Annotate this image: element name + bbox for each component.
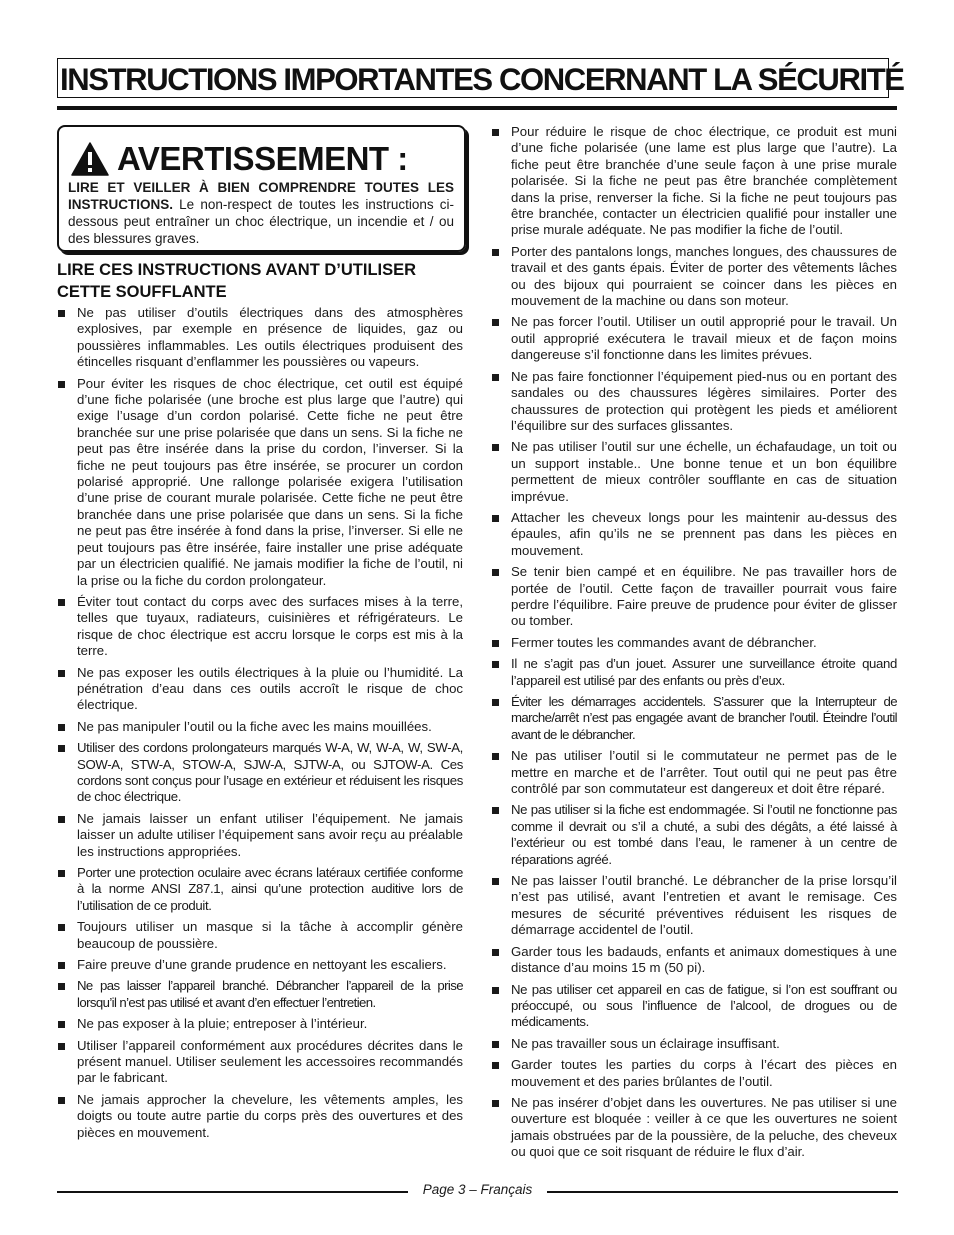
list-item: Attacher les cheveux longs pour les maintenir au-dessus des épaules, afin qu’ils ne se prennent pas dans les pièces en mouvement. <box>491 510 897 559</box>
list-item: Toujours utiliser un masque si la tâche à accomplir génère beaucoup de poussière. <box>57 919 463 952</box>
list-item: Garder tous les badauds, enfants et animaux domestiques à une distance d’au moins 15 m (50 pi). <box>491 944 897 977</box>
left-instruction-list <box>57 305 463 1146</box>
page-header <box>57 58 904 110</box>
list-item: Se tenir bien campé et en équilibre. Ne pas travailler hors de portée de l’outil. Cette façon de travailler pourrait vous faire perdre l’équilibre. Faire preuve de prudence pour éviter de glisser ou tomber. <box>491 564 897 630</box>
right-instruction-list <box>491 124 897 1166</box>
list-item: Éviter les démarrages accidentels. S’assurer que la Interrupteur de marche/arrêt n’est pas engagée avant de brancher l’outil. Éteindre l’outil avant de le débrancher. <box>491 694 897 743</box>
warning-box <box>57 125 466 252</box>
page-title: INSTRUCTIONS IMPORTANTES CONCERNANT LA SÉCURITÉ <box>60 61 904 97</box>
page-number: Page 3 – Français <box>422 1182 533 1197</box>
list-item: Pour réduire le risque de choc électrique, ce produit est muni d’une fiche polarisée (une lame est plus large que l’autre). La fiche peut être branchée d’une seule façon à une prise murale polarisée. Si la fiche ne peut pas être branchée complètement dans la prise, renverser la fiche. Si la fiche ne peut toujours pas être branchée, contacter un électricien qualifié pour installer une prise murale adéquate. Ne pas modifier la fiche de l’outil. <box>491 124 897 239</box>
section-title: LIRE CES INSTRUCTIONS AVANT D’UTILISER CETTE SOUFFLANTE <box>57 261 417 301</box>
warning-bold-text: LIRE ET VEILLER À BIEN COMPRENDRE TOUTES LES INSTRUCTIONS. <box>68 180 454 212</box>
list-item: Ne pas travailler sous un éclairage insuffisant. <box>491 1036 897 1052</box>
page-footer <box>57 1181 898 1201</box>
list-item: Pour éviter les risques de choc électrique, cet outil est équipé d’une fiche polarisée (une broche est plus large que l’autre) qui exige l’usage d’un cordon polarisé. Cette fiche ne peut être branchée sur une prise polarisée que dans un sens. Si la fiche ne peut pas être insérée dans la prise du cordon, l’inverser. Si la fiche ne peut toujours pas être insérée, se procurer un cordon polarisé approprié. Une rallonge polarisée exigera l’utilisation d’une prise de courant murale polarisée. Cette fiche ne peut être branchée dans une prise polarisée que dans un sens. Si la fiche ne peut pas être insérée à fond dans la prise, l’inverser. Si elle ne peut toujours pas être insérée, faire installer une prise adéquate par un électricien qualifié. Ne jamais modifier la fiche de l’outil, ni la prise ou la fiche du cordon prolongateur. <box>57 376 463 589</box>
list-item: Utiliser l’appareil conformément aux procédures décrites dans le présent manuel. Utiliser seulement les accessoires recommandés par le fabricant. <box>57 1038 463 1087</box>
list-item: Fermer toutes les commandes avant de débrancher. <box>491 635 897 651</box>
list-item: Ne pas utiliser cet appareil en cas de fatigue, si l’on est souffrant ou préoccupé, ou sous l’influence de l’alcool, de drogues ou de médicaments. <box>491 982 897 1031</box>
list-item: Ne pas utiliser d’outils électriques dans des atmosphères explosives, par exemple en présence de liquides, gaz ou poussières inflammables. Les outils électriques produisent des étincelles risquant d’enflammer les poussières ou vapeurs. <box>57 305 463 371</box>
list-item: Ne jamais laisser un enfant utiliser l’équipement. Ne jamais laisser un adulte utiliser l’équipement sans avoir reçu au préalable les instructions appropriées. <box>57 811 463 860</box>
list-item: Ne pas faire fonctionner l’équipement pied-nus ou en portant des sandales ou des chaussures légères similaires. Porter des chaussures de protection qui protègent les pieds et améliorent l’équilibre sur des surfaces glissantes. <box>491 369 897 435</box>
list-item: Ne pas insérer d’objet dans les ouvertures. Ne pas utiliser si une ouverture est bloquée : veiller à ce que les ouvertures ne soient jamais obstruées par de la poussière, de la peluche, des cheveux ou quoi que ce soit risquant de réduire le flux d’air. <box>491 1095 897 1161</box>
warning-title: AVERTISSEMENT : <box>117 140 408 177</box>
list-item: Ne pas utiliser l’outil si le commutateur ne permet pas de le mettre en marche et de l’arrêter. Tout outil qui ne peut pas être contrôlé par son commutateur est dangereux et doit être réparé. <box>491 748 897 797</box>
list-item: Utiliser des cordons prolongateurs marqués W-A, W, W-A, W, SW-A, SOW-A, STW-A, STOW-A, SJW-A, SJTW-A, ou SJTOW-A. Ces cordons sont conçus pour l’usage en extérieur et réduisent les risques de choc électrique. <box>57 740 463 806</box>
warning-header <box>71 139 408 179</box>
warning-body-text: Le non-respect de toutes les instructions ci-dessous peut entraîner un choc électrique, un incendie et / ou des blessures graves. <box>68 197 454 246</box>
list-item: Ne pas forcer l’outil. Utiliser un outil approprié pour le travail. Un outil approprié exécutera le travail mieux et de façon moins dangereuse s’il fonctionne dans les limites prévues. <box>491 314 897 363</box>
list-item: Faire preuve d’une grande prudence en nettoyant les escaliers. <box>57 957 463 973</box>
list-item: Ne pas exposer les outils électriques à la pluie ou l’humidité. La pénétration d’eau dans ces outils accroît le risque de choc électrique. <box>57 665 463 714</box>
list-item: Ne pas laisser l’outil branché. Le débrancher de la prise lorsqu’il n’est pas utilisé, avant l’entretien et avant le remisage. Ces mesures de sécurité préventives réduisent les risques de démarrage accidentel de l’outil. <box>491 873 897 939</box>
list-item: Ne pas exposer à la pluie; entreposer à l’intérieur. <box>57 1016 463 1032</box>
warning-text <box>68 179 454 247</box>
footer-rule-right <box>547 1191 898 1193</box>
page-title-box <box>57 58 904 98</box>
list-item: Garder toutes les parties du corps à l’écart des pièces en mouvement et des paries brûlantes de l’outil. <box>491 1057 897 1090</box>
list-item: Ne pas utiliser si la fiche est endommagée. Si l’outil ne fonctionne pas comme il devrait ou s’il a chuté, a subi des dégâts, a été laissé à l’extérieur ou est tombé dans l’eau, le ramener à un centre de réparations agréé. <box>491 802 897 868</box>
list-item: Éviter tout contact du corps avec des surfaces mises à la terre, telles que tuyaux, radiateurs, cuisinières et réfrigérateurs. Le risque de choc électrique est accru lorsque le corps est mis à la terre. <box>57 594 463 660</box>
warning-triangle-icon <box>71 142 109 176</box>
list-item: Ne pas laisser l’appareil branché. Débrancher l’appareil de la prise lorsqu’il n’est pas utilisé et avant d’en effectuer l’entretien. <box>57 978 463 1011</box>
list-item: Il ne s’agit pas d’un jouet. Assurer une surveillance étroite quand l’appareil est utilisé par des enfants ou près d’eux. <box>491 656 897 689</box>
footer-rule-left <box>57 1191 408 1193</box>
list-item: Ne pas manipuler l’outil ou la fiche avec les mains mouillées. <box>57 719 463 735</box>
list-item: Ne pas utiliser l’outil sur une échelle, un échafaudage, un toit ou un support instable.. Une bonne tenue et un bon équilibre permettent de mieux contrôler soufflante en cas de situation imprévue. <box>491 439 897 505</box>
list-item: Porter des pantalons longs, manches longues, des chaussures de travail et des gants épais. Éviter de porter des vêtements lâches ou des bijoux qui pourraient se coincer dans les pièces en mouvement de la machine ou dans son moteur. <box>491 244 897 310</box>
list-item: Porter une protection oculaire avec écrans latéraux certifiée conforme à la norme ANSI Z87.1, ainsi qu’une protection auditive lors de l’utilisation de ce produit. <box>57 865 463 914</box>
list-item: Ne jamais approcher la chevelure, les vêtements amples, les doigts ou toute autre partie du corps près des ouvertures et des pièces en mouvement. <box>57 1092 463 1141</box>
